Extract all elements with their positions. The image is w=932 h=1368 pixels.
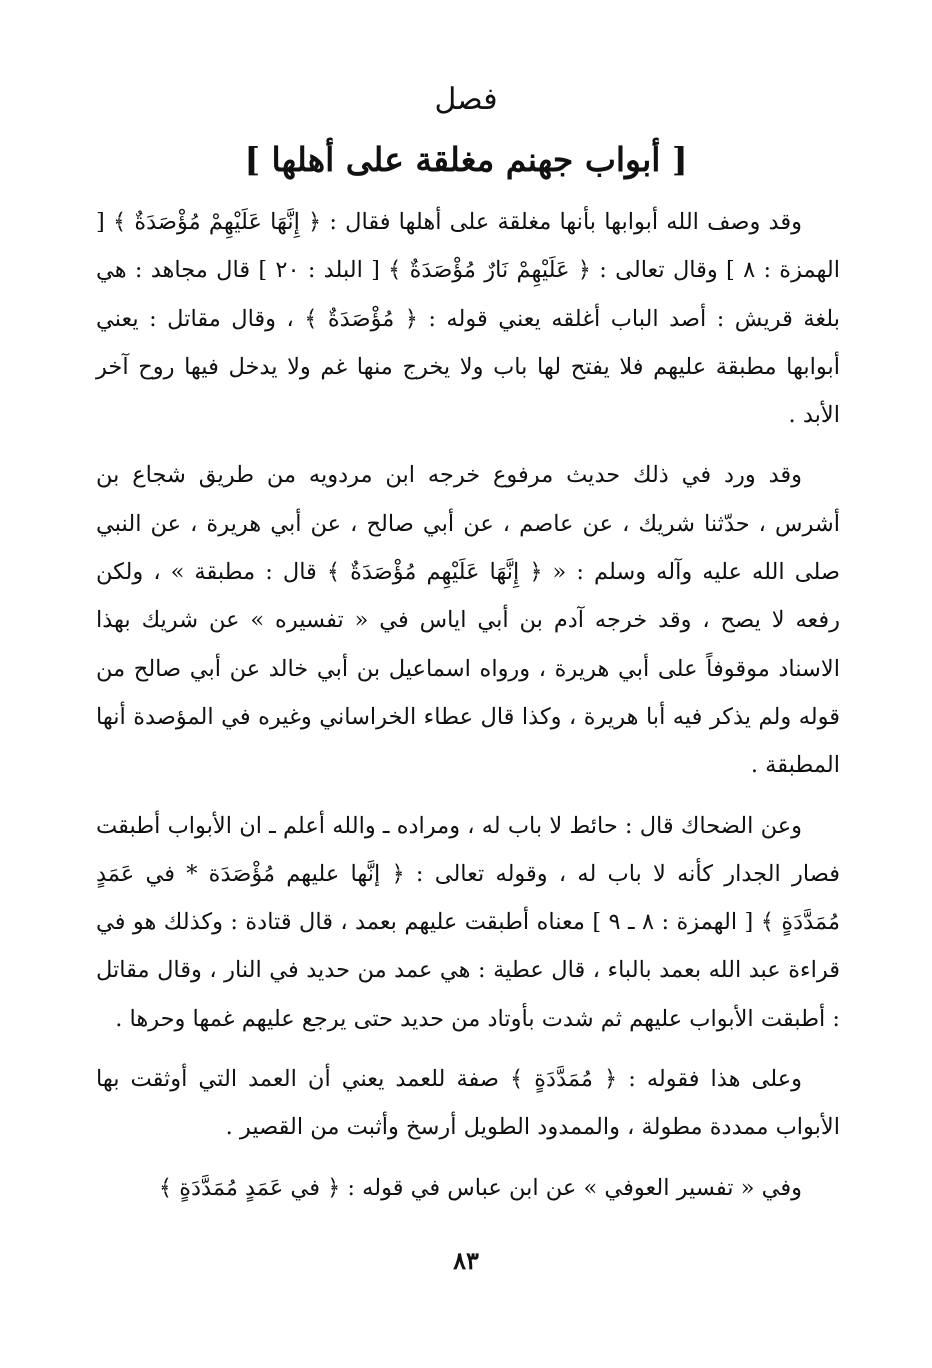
paragraph-2: وقد ورد في ذلك حديث مرفوع خرجه ابن مردويه من طريق شجاع بن أشرس ، حدّثنا شريك ، عن عاصم ، عن أبي صالح ، عن أبي هريرة ، عن النبي صلى الله عليه وآله وسلم : « ﴿ إِنَّهَا عَلَيْهِم مُؤْصَدَةٌ ﴾ قال : مطبقة » ، ولكن رفعه لا يصح ، وقد خرجه آدم بن أبي اياس في « تفسيره » عن شريك بهذا الاسناد موقوفاً على أبي هريرة ، ورواه اسماعيل بن أبي خالد عن أبي صالح من قوله ولم يذكر فيه أبا هريرة ، وكذا قال عطاء الخراساني وغيره في المؤصدة أنها المطبقة . — [96, 462, 840, 779]
chapter-title: [ أبواب جهنم مغلقة على أهلها ] — [244, 140, 688, 179]
section-heading: فصل — [434, 82, 498, 117]
paragraph-5: وفي « تفسير العوفي » عن ابن عباس في قوله : ﴿ في عَمَدٍ مُمَدَّدَةٍ ﴾ — [158, 1174, 802, 1201]
paragraph-4: وعلى هذا فقوله : ﴿ مُمَدَّدَةٍ ﴾ صفة للعمد يعني أن العمد التي أوثقت بها الأبواب ممددة مطولة ، والممدود الطويل أرسخ وأثبت من القصير . — [96, 1066, 840, 1141]
page-number: ٨٣ — [453, 1246, 479, 1275]
paragraph-1: وقد وصف الله أبوابها بأنها مغلقة على أهلها فقال : ﴿ إِنَّهَا عَلَيْهِمْ مُؤْصَدَةٌ ﴾ [ الهمزة : ٨ ] وقال تعالى : ﴿ عَلَيْهِمْ نَارٌ مُؤْصَدَةٌ ﴾ [ البلد : ٢٠ ] قال مجاهد : هي بلغة قريش : أصد الباب أغلقه يعني قوله : ﴿ مُؤْصَدَةٌ ﴾ ، وقال مقاتل : يعني أبوابها مطبقة عليهم فلا يفتح لها باب ولا يخرج منها غم ولا يدخل فيها روح آخر الأبد . — [96, 209, 840, 429]
body-text — [96, 198, 840, 1212]
paragraph-3: وعن الضحاك قال : حائط لا باب له ، ومراده ـ والله أعلم ـ ان الأبواب أطبقت فصار الجدار كأنه لا باب له ، وقوله تعالى : ﴿ إنَّها عليهم مُؤْصَدَة * في عَمَدٍ مُمَدَّدَةٍ ﴾ [ الهمزة : ٨ ـ ٩ ] معناه أطبقت عليهم بعمد ، قال قتادة : وكذلك هو في قراءة عبد الله بعمد بالباء ، قال عطية : هي عمد من حديد في النار ، وقال مقاتل : أطبقت الأبواب عليهم ثم شدت بأوتاد من حديد حتى يرجع عليهم غمها وحرها . — [96, 812, 841, 1032]
